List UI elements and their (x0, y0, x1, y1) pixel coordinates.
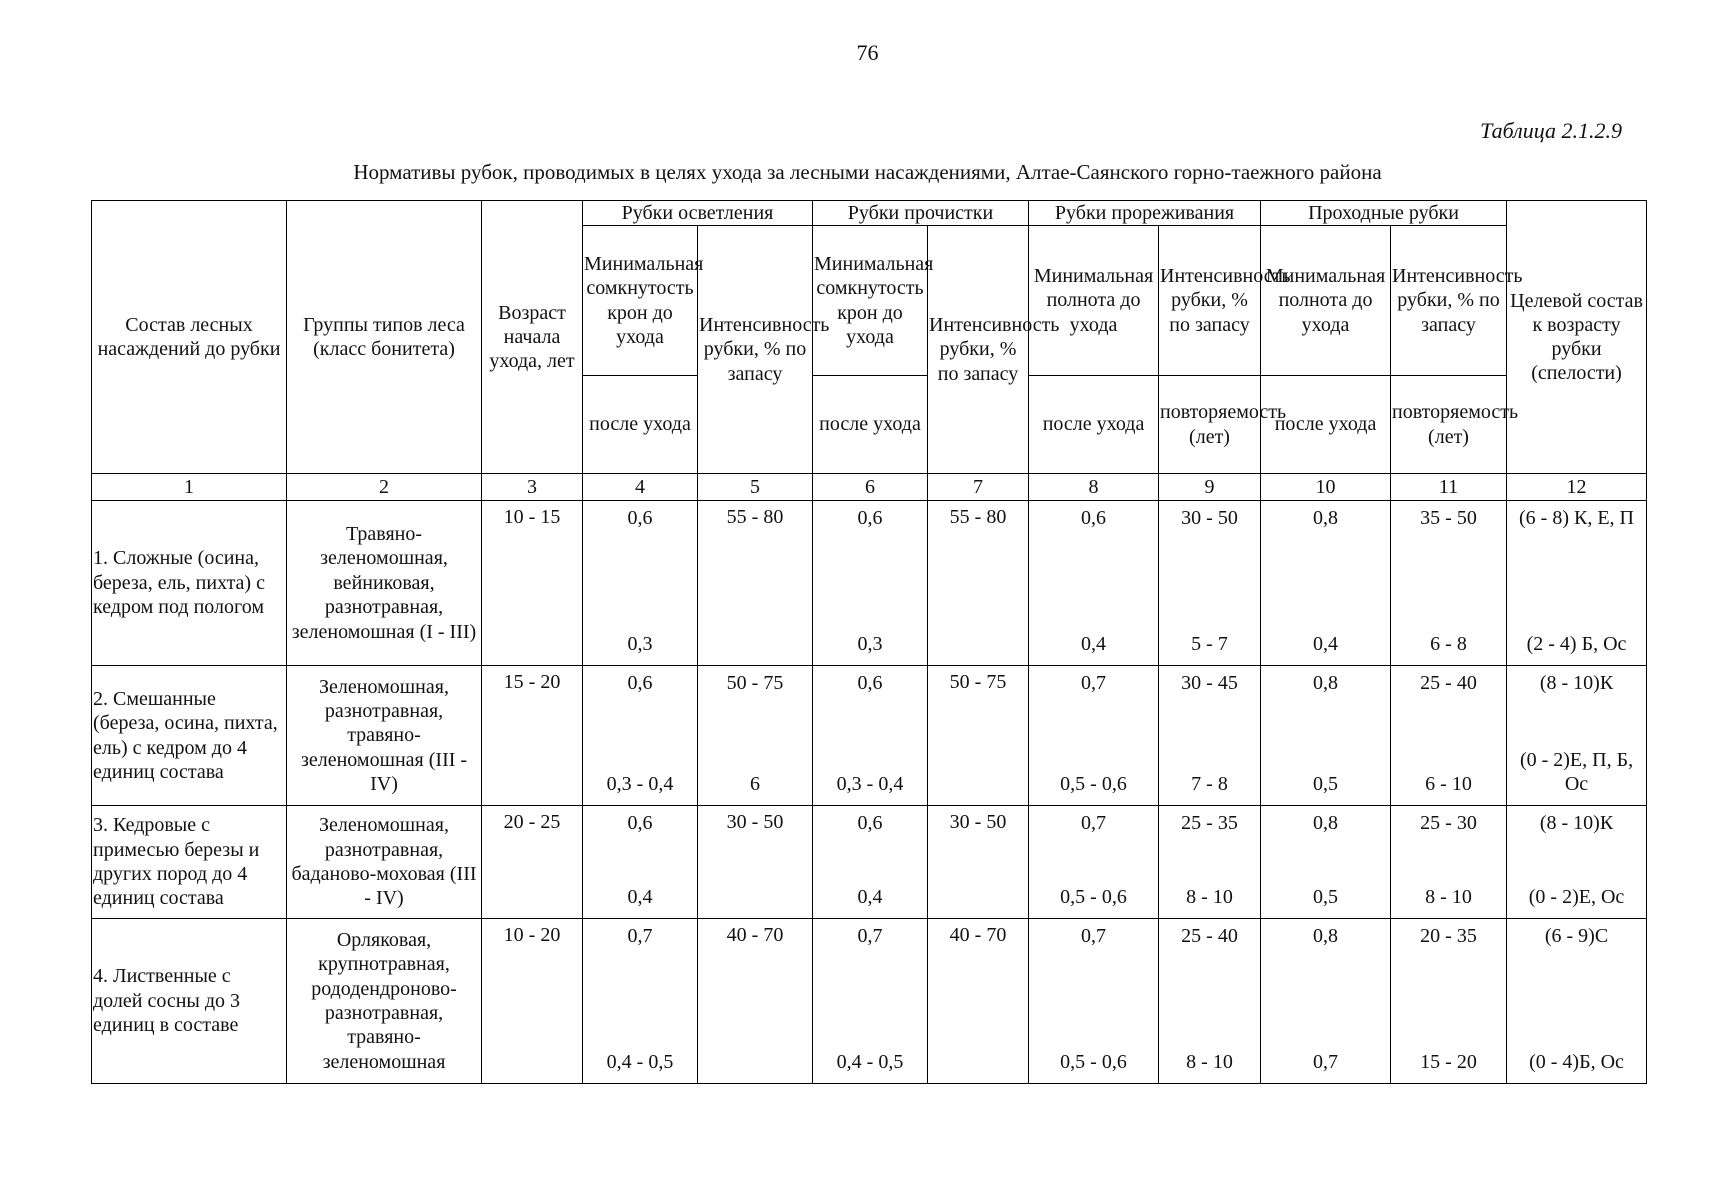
value-after: (0 - 4)Б, Ос (1529, 1051, 1624, 1074)
value-before: (6 - 8) К, Е, П (1519, 506, 1634, 529)
table-label: Таблица 2.1.2.9 (1480, 118, 1622, 143)
header-intensity-5: Интенсивность рубки, % по запасу (698, 226, 813, 474)
value-before: 25 - 40 (1420, 671, 1477, 694)
table-row (92, 501, 1647, 666)
value-before: 30 - 50 (1181, 506, 1238, 529)
cell-c12 (1507, 806, 1647, 919)
value-before: (8 - 10)К (1539, 671, 1614, 694)
column-number: 1 (92, 474, 287, 501)
header-start-age: Возраст начала ухода, лет (482, 201, 583, 474)
cell-c7: 50 - 75 (928, 666, 1029, 806)
value-after: 0,4 - 0,5 (606, 1051, 674, 1074)
cell-c6 (813, 501, 928, 666)
column-number: 10 (1261, 474, 1391, 501)
cell-c11 (1391, 666, 1507, 806)
cell-c11 (1391, 806, 1507, 919)
norms-table (91, 200, 1647, 1084)
value-after: 6 - 8 (1430, 633, 1467, 656)
header-intensity-11: Интенсивность рубки, % по запасу (1391, 226, 1507, 376)
value-before: 0,8 (1313, 924, 1339, 947)
table-title: Нормативы рубок, проводимых в целях ухода за лесными насаждениями, Алтае-Саянского горно-таежного района (353, 160, 1382, 184)
value-before: 25 - 30 (1420, 811, 1477, 834)
cell-start-age: 20 - 25 (482, 806, 583, 919)
cell-c8 (1029, 919, 1159, 1084)
table-body (92, 501, 1647, 1084)
value-before: 0,6 (857, 811, 883, 834)
cell-forest-groups: Зеленомошная, разнотравная, баданово-моховая (III - IV) (287, 806, 482, 919)
value-after: 6 (750, 773, 760, 796)
cell-c12 (1507, 501, 1647, 666)
cell-c10 (1261, 806, 1391, 919)
value-after: (2 - 4) Б, Ос (1526, 633, 1627, 656)
value-before: 0,6 (627, 671, 653, 694)
table-row (92, 666, 1647, 806)
cell-start-age: 10 - 20 (482, 919, 583, 1084)
value-before: 0,6 (627, 811, 653, 834)
cell-c10 (1261, 501, 1391, 666)
value-after: 0,5 - 0,6 (1060, 1051, 1127, 1074)
column-number: 5 (698, 474, 813, 501)
cell-c4 (583, 666, 698, 806)
value-before: 20 - 35 (1420, 924, 1477, 947)
column-number: 12 (1507, 474, 1647, 501)
value-before: 0,6 (857, 671, 883, 694)
cell-c10 (1261, 666, 1391, 806)
cell-c9 (1159, 501, 1261, 666)
value-after: 0,3 - 0,4 (836, 773, 904, 796)
cell-c6 (813, 919, 928, 1084)
cell-c9 (1159, 919, 1261, 1084)
value-before: 25 - 35 (1181, 811, 1238, 834)
column-number: 9 (1159, 474, 1261, 501)
value-after: 0,3 (857, 633, 883, 656)
value-before: 0,8 (1313, 811, 1339, 834)
column-number: 8 (1029, 474, 1159, 501)
value-after: (0 - 2)Е, Ос (1528, 886, 1625, 909)
column-number: 7 (928, 474, 1029, 501)
value-after: 0,3 (627, 633, 653, 656)
value-after: 0,4 - 0,5 (836, 1051, 904, 1074)
cell-c8 (1029, 666, 1159, 806)
cell-start-age: 15 - 20 (482, 666, 583, 806)
cell-c9 (1159, 806, 1261, 919)
value-before: 30 - 45 (1181, 671, 1238, 694)
cell-c6 (813, 666, 928, 806)
header-repeat-11: повторяемость (лет) (1391, 376, 1507, 474)
cell-forest-groups: Орляковая, крупнотравная, рододендроново-разнотравная, травяно-зеленомошная (287, 919, 482, 1084)
value-before: 0,8 (1313, 671, 1339, 694)
column-number: 3 (482, 474, 583, 501)
value-before: 35 - 50 (1420, 506, 1477, 529)
cell-c6 (813, 806, 928, 919)
value-before: 50 - 75 (726, 671, 784, 694)
value-before: 25 - 40 (1181, 924, 1238, 947)
cell-composition: 3. Кедровые с примесью березы и других пород до 4 единиц состава (92, 806, 287, 919)
value-before: 0,8 (1313, 506, 1339, 529)
header-target: Целевой состав к возрасту рубки (спелости) (1507, 201, 1647, 474)
cell-c7: 30 - 50 (928, 806, 1029, 919)
column-number: 11 (1391, 474, 1507, 501)
cell-c7: 40 - 70 (928, 919, 1029, 1084)
value-after: 6 - 10 (1425, 773, 1472, 796)
column-number: 2 (287, 474, 482, 501)
header-after-8: после ухода (1029, 376, 1159, 474)
cell-c9 (1159, 666, 1261, 806)
value-after: 0,4 (1081, 633, 1107, 656)
value-after: 0,5 (1313, 886, 1339, 909)
value-before: 0,7 (1081, 924, 1107, 947)
page-number: 76 (856, 40, 879, 65)
value-after: 0,5 (1313, 773, 1339, 796)
cell-composition: 2. Смешанные (береза, осина, пихта, ель) с кедром до 4 единиц состава (92, 666, 287, 806)
value-before: 0,7 (857, 924, 883, 947)
header-composition: Состав лесных насаждений до рубки (92, 201, 287, 474)
cell-c4 (583, 806, 698, 919)
value-before: 0,7 (627, 924, 653, 947)
header-prorezhivaniya: Рубки прореживания (1029, 201, 1261, 226)
header-after-10: после ухода (1261, 376, 1391, 474)
value-after: 0,7 (1313, 1051, 1339, 1074)
value-after: 0,4 (1313, 633, 1339, 656)
value-after: 8 - 10 (1425, 886, 1472, 909)
cell-c5 (698, 666, 813, 806)
cell-c10 (1261, 919, 1391, 1084)
value-after: 0,4 (857, 886, 883, 909)
cell-c4 (583, 919, 698, 1084)
header-repeat-9: повторяемость (лет) (1159, 376, 1261, 474)
value-before: 0,7 (1081, 671, 1107, 694)
cell-composition: 4. Лиственные с долей сосны до 3 единиц в составе (92, 919, 287, 1084)
value-after: 0,5 - 0,6 (1060, 773, 1127, 796)
value-after: 15 - 20 (1420, 1051, 1477, 1074)
value-before: (6 - 9)С (1544, 924, 1609, 947)
cell-c7: 55 - 80 (928, 501, 1029, 666)
table-row (92, 919, 1647, 1084)
header-after-4: после ухода (583, 376, 698, 474)
table-row (92, 806, 1647, 919)
column-number: 6 (813, 474, 928, 501)
value-after: 5 - 7 (1191, 633, 1228, 656)
cell-c11 (1391, 919, 1507, 1084)
header-prokhodnye: Проходные рубки (1261, 201, 1507, 226)
value-after: 0,5 - 0,6 (1060, 886, 1127, 909)
header-min-fullness-8: Минимальная полнота до ухода (1029, 226, 1159, 376)
cell-c12 (1507, 919, 1647, 1084)
cell-c8 (1029, 501, 1159, 666)
cell-c5: 30 - 50 (698, 806, 813, 919)
value-before: 0,6 (857, 506, 883, 529)
header-after-6: после ухода (813, 376, 928, 474)
value-after: 0,4 (627, 886, 653, 909)
value-before: 0,7 (1081, 811, 1107, 834)
header-intensity-7: Интенсивность рубки, % по запасу (928, 226, 1029, 474)
value-before: 0,6 (1081, 506, 1107, 529)
header-prochistki: Рубки прочистки (813, 201, 1029, 226)
cell-c8 (1029, 806, 1159, 919)
value-after: 0,3 - 0,4 (606, 773, 674, 796)
cell-c5: 55 - 80 (698, 501, 813, 666)
cell-start-age: 10 - 15 (482, 501, 583, 666)
column-number: 4 (583, 474, 698, 501)
header-forest-groups: Группы типов леса (класс бонитета) (287, 201, 482, 474)
cell-c12 (1507, 666, 1647, 806)
value-after: (0 - 2)Е, П, Б, Ос (1519, 748, 1634, 796)
column-number-row (92, 474, 1647, 501)
cell-forest-groups: Зеленомошная, разнотравная, травяно-зеленомошная (III - IV) (287, 666, 482, 806)
cell-c5: 40 - 70 (698, 919, 813, 1084)
cell-c11 (1391, 501, 1507, 666)
header-osvetleniya: Рубки осветления (583, 201, 813, 226)
header-intensity-9: Интенсивность рубки, % по запасу (1159, 226, 1261, 376)
value-before: 0,6 (627, 506, 653, 529)
header-min-crown-4: Минимальная сомкнутость крон до ухода (583, 226, 698, 376)
value-after: 8 - 10 (1186, 886, 1233, 909)
value-before: (8 - 10)К (1539, 811, 1614, 834)
value-after: 7 - 8 (1191, 773, 1228, 796)
cell-forest-groups: Травяно-зеленомошная, вейниковая, разнотравная, зеленомошная (I - III) (287, 501, 482, 666)
cell-c4 (583, 501, 698, 666)
header-min-fullness-10: Минимальная полнота до ухода (1261, 226, 1391, 376)
header-min-crown-6: Минимальная сомкнутость крон до ухода (813, 226, 928, 376)
value-after: 8 - 10 (1186, 1051, 1233, 1074)
cell-composition: 1. Сложные (осина, береза, ель, пихта) с кедром под пологом (92, 501, 287, 666)
